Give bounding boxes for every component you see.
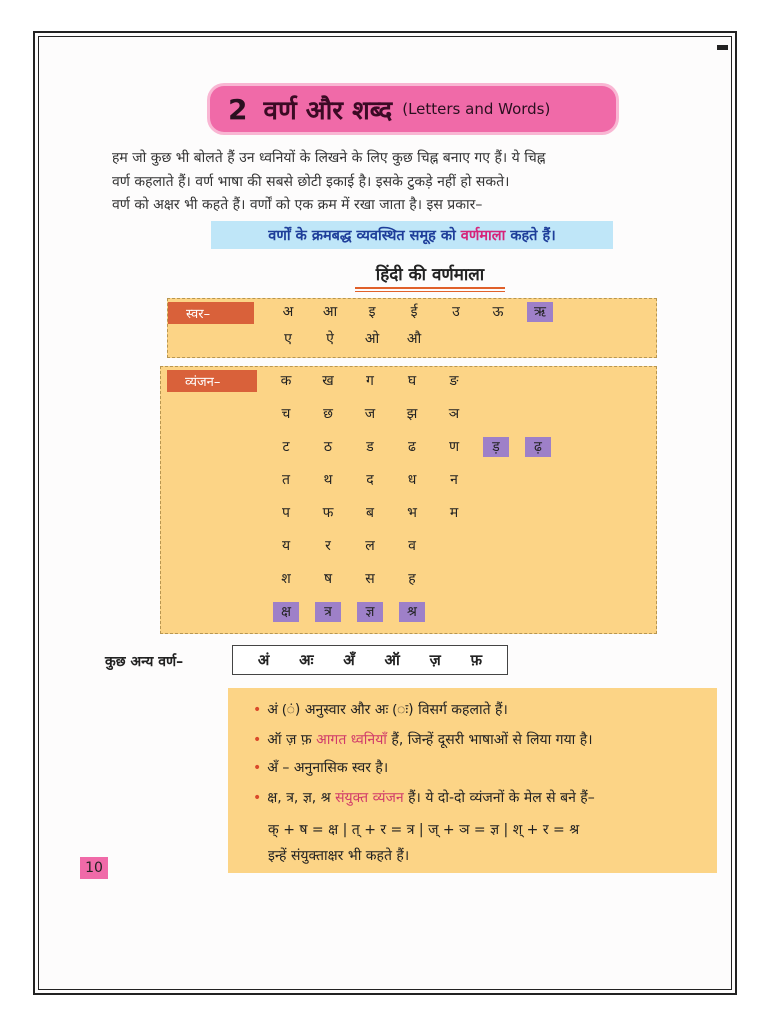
- note-anunasik: [253, 758, 388, 777]
- letter-cell: इ: [368, 304, 376, 320]
- letter-cell: औ: [406, 331, 422, 347]
- other-letter: अः: [299, 651, 314, 669]
- letter-cell: ड़: [483, 437, 509, 457]
- letter-cell: भ: [407, 505, 417, 521]
- letter-cell: ए: [284, 331, 292, 347]
- swar-panel: [167, 298, 657, 358]
- note-sanyuktakshar: इन्हें संयुक्ताक्षर भी कहते हैं।: [268, 848, 410, 864]
- chapter-title-hindi: वर्ण और शब्द: [263, 96, 393, 126]
- other-letters-box: [232, 645, 508, 675]
- note-text: क्ष, त्र, ज्ञ, श्र: [267, 790, 331, 806]
- letter-cell: ल: [365, 538, 375, 554]
- note-aagat: [253, 730, 593, 749]
- definition-highlight: वर्णमाला: [460, 228, 506, 244]
- note-term: संयुक्त व्यंजन: [335, 790, 404, 806]
- letter-cell: च: [281, 406, 291, 422]
- letter-cell: अ: [282, 304, 294, 320]
- corner-mark: [717, 45, 728, 50]
- letter-cell: छ: [323, 406, 333, 422]
- page-number: 10: [80, 857, 108, 879]
- note-anusvar: [253, 700, 508, 719]
- letter-cell: त्र: [315, 602, 341, 622]
- swar-label: स्वर–: [168, 302, 254, 324]
- bullet-icon: •: [253, 760, 262, 776]
- note-text: अँ – अनुनासिक स्वर है।: [267, 760, 389, 776]
- letter-cell: घ: [407, 373, 417, 389]
- letter-cell: ह: [408, 571, 416, 587]
- letter-cell: श: [281, 571, 291, 587]
- letter-cell: ऊ: [492, 304, 504, 320]
- letter-cell: उ: [452, 304, 460, 320]
- letter-cell: ढ़: [525, 437, 551, 457]
- notes-box: [228, 688, 717, 873]
- letter-cell: ज: [364, 406, 376, 422]
- chapter-title-banner: [210, 86, 616, 132]
- other-letters-label: कुछ अन्य वर्ण–: [105, 654, 184, 670]
- note-text: हैं। ये दो-दो व्यंजनों के मेल से बने हैं–: [408, 790, 595, 806]
- letter-cell: स: [365, 571, 375, 587]
- note-text: हैं, जिन्हें दूसरी भाषाओं से लिया गया है।: [391, 732, 593, 748]
- vyanjan-panel: [160, 366, 657, 634]
- other-letter: अँ: [343, 651, 355, 669]
- note-sanyukt: [253, 788, 595, 807]
- definition-box: [211, 221, 613, 249]
- letter-cell: ज्ञ: [357, 602, 383, 622]
- letter-cell: फ: [322, 505, 334, 521]
- definition-after: कहते हैं।: [510, 228, 556, 244]
- letter-cell: र: [325, 538, 331, 554]
- letter-cell: ठ: [323, 439, 333, 455]
- bullet-icon: •: [253, 702, 262, 718]
- letter-cell: ड: [366, 439, 374, 455]
- letter-cell: क्ष: [273, 602, 299, 622]
- intro-line-1: हम जो कुछ भी बोलते हैं उन ध्वनियों के लिखने के लिए कुछ चिह्न बनाए गए हैं। ये चिह्न: [112, 150, 546, 166]
- chapter-title-english: (Letters and Words): [402, 100, 551, 118]
- intro-line-2: वर्ण कहलाते हैं। वर्ण भाषा की सबसे छोटी इकाई है। इसके टुकड़े नहीं हो सकते।: [112, 174, 510, 190]
- letter-cell: थ: [323, 472, 333, 488]
- other-letter: ऑ: [384, 651, 400, 669]
- definition-before: वर्णों के क्रमबद्ध व्यवस्थित समूह को: [268, 228, 456, 244]
- vyanjan-label: व्यंजन–: [167, 370, 257, 392]
- heading-underline: [355, 287, 505, 289]
- intro-line-3: वर्ण को अक्षर भी कहते हैं। वर्णों को एक क्रम में रखा जाता है। इस प्रकार–: [112, 197, 483, 213]
- other-letter: अं: [257, 651, 270, 669]
- letter-cell: ख: [322, 373, 334, 389]
- chapter-number: 2: [228, 92, 248, 126]
- bullet-icon: •: [253, 790, 262, 806]
- letter-cell: ग: [366, 373, 374, 389]
- note-term: आगत ध्वनियाँ: [316, 732, 387, 748]
- letter-cell: ढ: [408, 439, 416, 455]
- letter-cell: ऋ: [527, 302, 553, 322]
- note-text: अं (ं) अनुस्वार और अः (ः) विसर्ग कहलाते हैं।: [267, 702, 508, 718]
- note-text: ऑ ज़ फ़: [267, 732, 312, 748]
- letter-cell: प: [282, 505, 290, 521]
- letter-cell: त: [282, 472, 290, 488]
- letter-cell: श्र: [399, 602, 425, 622]
- varnamala-heading: हिंदी की वर्णमाला: [375, 265, 485, 285]
- letter-cell: ब: [366, 505, 374, 521]
- letter-cell: द: [366, 472, 374, 488]
- letter-cell: ऐ: [326, 331, 334, 347]
- note-formula: क् + ष = क्ष | त् + र = त्र | ज् + ञ = ज्ञ | श् + र = श्र: [268, 822, 580, 838]
- other-letter: ज़: [429, 651, 441, 669]
- letter-cell: ण: [448, 439, 460, 455]
- letter-cell: ञ: [448, 406, 460, 422]
- letter-cell: क: [280, 373, 292, 389]
- letter-cell: ङ: [449, 373, 459, 389]
- letter-cell: ध: [407, 472, 417, 488]
- letter-cell: ट: [282, 439, 290, 455]
- letter-cell: ष: [323, 571, 333, 587]
- other-letter: फ़: [470, 651, 483, 669]
- letter-cell: य: [281, 538, 291, 554]
- letter-cell: झ: [406, 406, 418, 422]
- bullet-icon: •: [253, 732, 262, 748]
- letter-cell: न: [450, 472, 458, 488]
- letter-cell: ई: [410, 304, 418, 320]
- letter-cell: म: [449, 505, 459, 521]
- letter-cell: ओ: [364, 331, 380, 347]
- letter-cell: आ: [322, 304, 338, 320]
- heading-underline-thin: [355, 291, 505, 292]
- letter-cell: व: [408, 538, 416, 554]
